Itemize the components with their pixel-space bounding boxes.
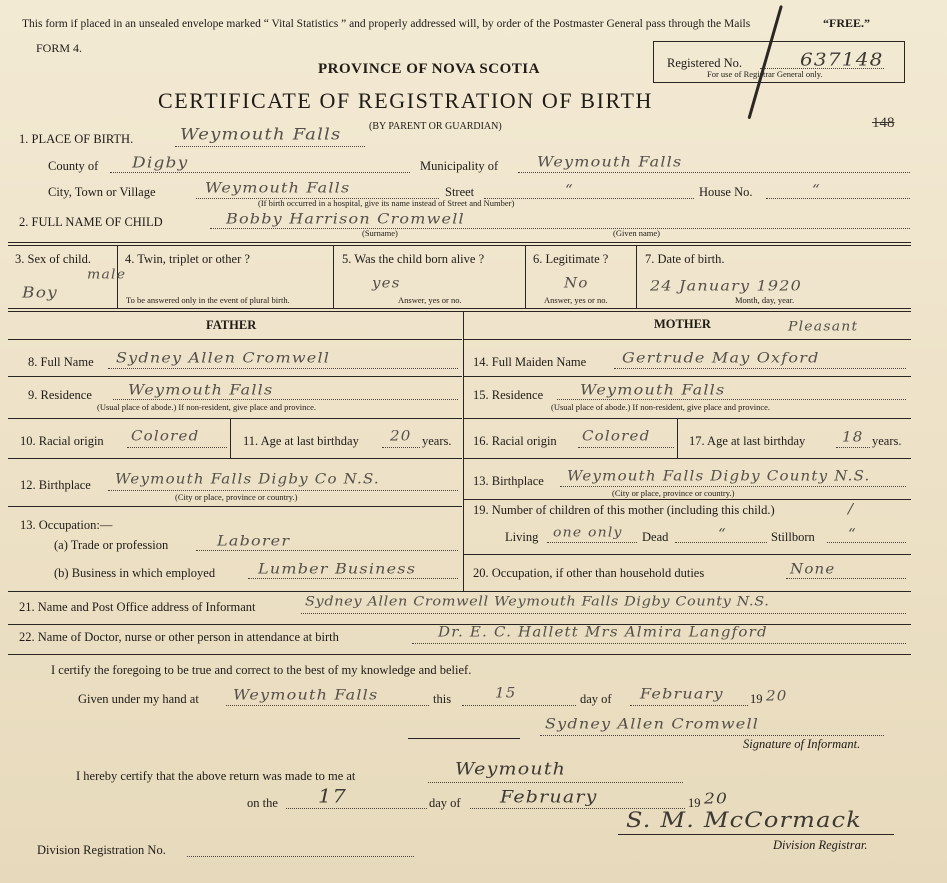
certify-text: I certify the foregoing to be true and correct to the best of my knowledge and belief.	[51, 663, 472, 677]
informant-label: 21. Name and Post Office address of Informant	[19, 600, 256, 614]
father-occupation-label: 13. Occupation:—	[20, 518, 113, 532]
dead-value: “	[718, 525, 727, 543]
registrar-day-value: 17	[318, 785, 348, 807]
father-residence-note: (Usual place of abode.) If non-resident, give place and province.	[97, 402, 317, 412]
informant-signature-label: Signature of Informant.	[743, 737, 861, 751]
alive-value: yes	[372, 274, 401, 292]
father-business-label: (b) Business in which employed	[54, 566, 216, 580]
given-year-value: 20	[766, 687, 788, 705]
registrar-month-value: February	[500, 787, 598, 807]
father-age-label: 11. Age at last birthday	[243, 434, 359, 448]
informant-value: Sydney Allen Cromwell Weymouth Falls Digby County N.S.	[305, 594, 770, 610]
corner-number: 148	[872, 115, 895, 131]
mother-maiden-value: Gertrude May Oxford	[622, 349, 820, 367]
certificate-title: CERTIFICATE OF REGISTRATION OF BIRTH	[158, 88, 653, 113]
alive-note: Answer, yes or no.	[398, 295, 462, 305]
sex-value-male: male	[87, 267, 127, 283]
registrar-day-of-label: day of	[429, 796, 461, 810]
father-birthplace-note: (City or place, province or country.)	[175, 492, 298, 502]
mother-race-label: 16. Racial origin	[473, 434, 557, 448]
father-race-value: Colored	[131, 427, 200, 445]
legitimate-value: No	[564, 274, 589, 292]
child-name-value: Bobby Harrison Cromwell	[226, 210, 465, 228]
province-heading: PROVINCE OF NOVA SCOTIA	[318, 61, 540, 77]
mother-age-label: 17. Age at last birthday	[689, 434, 806, 448]
city-label: City, Town or Village	[48, 185, 156, 199]
dead-label: Dead	[642, 530, 669, 544]
father-birthplace-value: Weymouth Falls Digby Co N.S.	[115, 470, 380, 488]
father-residence-value: Weymouth Falls	[128, 381, 274, 399]
father-business-value: Lumber Business	[258, 560, 417, 578]
twin-label: 4. Twin, triplet or other ?	[125, 252, 250, 266]
mother-birthplace-note: (City or place, province or country.)	[612, 488, 735, 498]
father-race-label: 10. Racial origin	[20, 434, 104, 448]
mother-maiden-extra: Pleasant	[788, 319, 859, 335]
mother-residence-note: (Usual place of abode.) If non-resident, give place and province.	[551, 402, 771, 412]
sex-value: Boy	[22, 284, 58, 303]
mother-residence-label: 15. Residence	[473, 388, 544, 402]
street-label: Street	[445, 185, 475, 199]
place-of-birth-label: 1. PLACE OF BIRTH.	[19, 132, 134, 146]
mother-maiden-label: 14. Full Maiden Name	[473, 355, 587, 369]
registrar-year-prefix: 19	[688, 796, 701, 810]
given-month-value: February	[640, 685, 724, 703]
given-day-value: 15	[495, 684, 517, 702]
municipality-label: Municipality of	[420, 159, 499, 173]
legitimate-note: Answer, yes or no.	[544, 295, 608, 305]
mother-age-unit: years.	[872, 434, 902, 448]
date-label: 7. Date of birth.	[645, 252, 725, 266]
mother-race-value: Colored	[582, 427, 651, 445]
place-of-birth-value: Weymouth Falls	[180, 125, 342, 144]
alive-label: 5. Was the child born alive ?	[342, 252, 485, 266]
father-age-value: 20	[390, 427, 412, 445]
surname-note: (Surname)	[362, 228, 398, 238]
registrar-place-value: Weymouth	[455, 759, 567, 779]
living-value: one only	[553, 525, 623, 541]
mother-birthplace-value: Weymouth Falls Digby County N.S.	[567, 467, 871, 485]
mailing-notice: This form if placed in an unsealed envelope marked “ Vital Statistics ” and properly addressed will, by order of the Postmaster General pass through the Mails	[22, 18, 751, 30]
city-value: Weymouth Falls	[205, 179, 351, 197]
child-name-label: 2. FULL NAME OF CHILD	[19, 215, 163, 229]
father-age-unit: years.	[422, 434, 452, 448]
father-heading: FATHER	[206, 318, 257, 332]
stillborn-value: “	[848, 525, 857, 543]
house-label: House No.	[699, 185, 753, 199]
registrar-general-note: For use of Registrar General only.	[707, 69, 823, 79]
father-trade-label: (a) Trade or profession	[54, 538, 169, 552]
informant-signature: Sydney Allen Cromwell	[545, 715, 760, 733]
stillborn-label: Stillborn	[771, 530, 815, 544]
mother-children-mark: /	[848, 500, 855, 518]
given-place-value: Weymouth Falls	[233, 686, 379, 704]
registrar-certify-text: I hereby certify that the above return was made to me at	[76, 769, 356, 783]
given-year-prefix: 19	[750, 692, 763, 706]
father-residence-label: 9. Residence	[28, 388, 92, 402]
date-value: 24 January 1920	[650, 277, 803, 295]
mother-occupation-label: 20. Occupation, if other than household duties	[473, 566, 705, 580]
doctor-value: Dr. E. C. Hallett Mrs Almira Langford	[438, 623, 768, 641]
registered-label: Registered No.	[667, 56, 742, 70]
legitimate-label: 6. Legitimate ?	[533, 252, 609, 266]
living-label: Living	[505, 530, 539, 544]
father-name-value: Sydney Allen Cromwell	[116, 349, 331, 367]
division-registration-label: Division Registration No.	[37, 843, 166, 857]
division-registrar-label: Division Registrar.	[773, 838, 868, 852]
given-under-label: Given under my hand at	[78, 692, 199, 706]
county-value: Digby	[132, 154, 189, 173]
mother-birthplace-label: 13. Birthplace	[473, 474, 544, 488]
date-note: Month, day, year.	[735, 295, 795, 305]
municipality-value: Weymouth Falls	[537, 153, 683, 171]
subtitle: (BY PARENT OR GUARDIAN)	[369, 121, 502, 132]
street-value: “	[565, 181, 574, 199]
mother-residence-value: Weymouth Falls	[580, 381, 726, 399]
mother-heading: MOTHER	[654, 317, 711, 331]
registrar-signature: S. M. McCormack	[626, 807, 863, 833]
twin-note: To be answered only in the event of plural birth.	[126, 295, 290, 305]
hospital-note: (If birth occurred in a hospital, give its name instead of Street and Number)	[258, 198, 515, 208]
mother-occupation-value: None	[790, 560, 836, 578]
registrar-year-value: 20	[704, 790, 729, 809]
father-birthplace-label: 12. Birthplace	[20, 478, 91, 492]
free-label: “FREE.”	[823, 16, 871, 30]
on-the-label: on the	[247, 796, 278, 810]
given-name-note: (Given name)	[613, 228, 660, 238]
county-label: County of	[48, 159, 99, 173]
registered-number: 637148	[800, 48, 884, 70]
sex-label: 3. Sex of child.	[15, 252, 92, 266]
form-number: FORM 4.	[36, 41, 83, 55]
day-of-label: day of	[580, 692, 612, 706]
this-label: this	[433, 692, 452, 706]
mother-children-label: 19. Number of children of this mother (including this child.)	[473, 503, 775, 517]
father-trade-value: Laborer	[217, 532, 291, 550]
mother-age-value: 18	[842, 428, 864, 446]
house-value: “	[812, 181, 821, 199]
doctor-label: 22. Name of Doctor, nurse or other person in attendance at birth	[19, 630, 339, 644]
father-name-label: 8. Full Name	[28, 355, 94, 369]
